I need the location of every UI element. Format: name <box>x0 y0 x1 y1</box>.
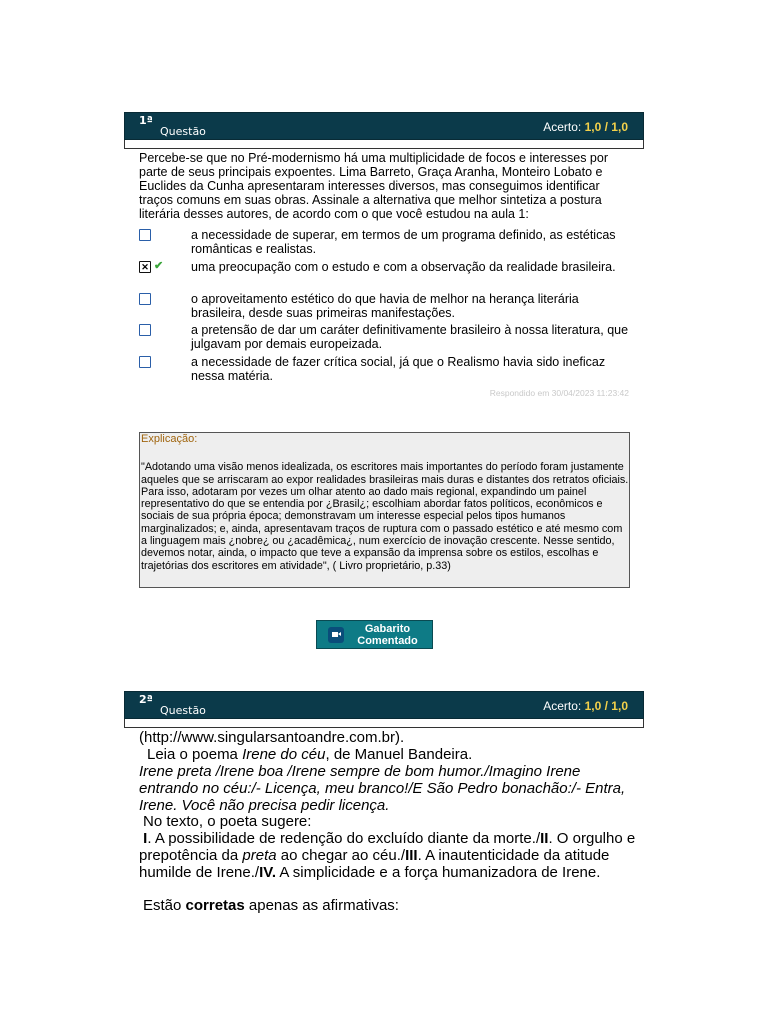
gabarito-comentado-button[interactable] <box>316 620 433 649</box>
checkbox-icon[interactable] <box>139 229 151 241</box>
score-total: / 1,0 <box>604 120 628 134</box>
question-number: 1ª <box>139 114 153 127</box>
correct-check-icon: ✔ <box>154 260 164 272</box>
checked-box-icon[interactable]: ✕ <box>139 261 151 273</box>
explanation-title: Explicação: <box>141 433 198 445</box>
checkbox-icon[interactable] <box>139 356 151 368</box>
question-label: Questão <box>160 125 206 138</box>
option-text: a necessidade de fazer crítica social, já que o Realismo havia sido ineficaz nessa matéria. <box>191 355 606 383</box>
question-2-source: (http://www.singularsantoandre.com.br). <box>139 729 405 746</box>
question-1-header <box>124 112 644 140</box>
gabarito-label: Gabarito Comentado <box>357 623 418 647</box>
option-text: a necessidade de superar, em termos de um programa definido, as estéticas românticas e realistas. <box>191 228 616 256</box>
question-2-final: Estão corretas apenas as afirmativas: <box>143 897 399 914</box>
question-2-header <box>124 691 644 719</box>
score-value: 1,0 <box>584 699 602 713</box>
question-1-stem: Percebe-se que no Pré-modernismo há uma multiplicidade de focos e interesses por parte de seus principais expoentes. Lima Barreto, Graça Aranha, Monteiro Lobato e Euclides da Cunha apresentaram interesses diversos, mas conseguimos identificar traços comuns em suas obras. Assinale a alternativa que melhor sintetiza a postura literária desses autores, de acordo com o que você estudou na aula 1: <box>139 151 608 221</box>
question-2-header-bottom <box>124 719 644 728</box>
question-2-poem: Irene preta /Irene boa /Irene sempre de bom humor./Imagino Irene entrando no céu:/- Licença, meu branco!/E São Pedro bonachão:/- Entra, Irene. Você não precisa pedir licença. <box>139 763 626 814</box>
question-2-intro: Leia o poema Irene do céu, de Manuel Bandeira. <box>147 746 473 763</box>
option-text: o aproveitamento estético do que havia de melhor na herança literária brasileira, desde suas primeiras manifestações. <box>191 292 579 320</box>
answered-timestamp: Respondido em 30/04/2023 11:23:42 <box>489 388 629 398</box>
question-2-statements: I. A possibilidade de redenção do excluído diante da morte./II. O orgulho e prepotência da preta ao chegar ao céu./III. A inautenticidade da atitude humilde de Irene./IV. A simplicidade e a força humanizadora de Irene. <box>139 830 636 881</box>
option-text: a pretensão de dar um caráter definitivamente brasileiro à nossa literatura, que julgavam por demais europeizada. <box>191 323 629 351</box>
score <box>543 699 628 713</box>
score-value: 1,0 <box>584 120 602 134</box>
explanation-text: "Adotando uma visão menos idealizada, os escritores mais importantes do período foram justamente aqueles que se arriscaram ao expor realidades brasileiras mais duras e distantes dos retratos oficiais. Para isso, adotaram por vezes um olhar atento ao dado mais regional, expandindo um painel representativo do que se entendia por ¿Brasil¿; escolhiam abordar fatos políticos, econômicos e sociais de sua própria época; demonstravam um interesse especial pelos tipos humanos marginalizados; e, ainda, apresentavam traços de ruptura com o passado estético e até mesmo com a linguagem mais ¿nobre¿ ou ¿acadêmica¿, num exercício de inovação crescente. Nesse sentido, devemos notar, ainda, o impacto que teve a expansão da imprensa sobre os estilos, escolhas e trajetórias dos escritores em atividade", ( Livro proprietário, p.33) <box>141 461 629 572</box>
option-text: uma preocupação com o estudo e com a observação da realidade brasileira. <box>191 260 616 274</box>
video-icon <box>328 627 344 643</box>
question-2-suggests: No texto, o poeta sugere: <box>143 813 312 830</box>
explanation-box <box>139 432 630 588</box>
poem-title: Irene do céu <box>242 746 326 763</box>
question-1-header-bottom <box>124 140 644 149</box>
checkbox-icon[interactable] <box>139 324 151 336</box>
score <box>543 120 628 134</box>
score-label: Acerto: <box>543 699 582 713</box>
score-total: / 1,0 <box>604 699 628 713</box>
checkbox-icon[interactable] <box>139 293 151 305</box>
score-label: Acerto: <box>543 120 582 134</box>
question-label: Questão <box>160 704 206 717</box>
question-number: 2ª <box>139 693 153 706</box>
